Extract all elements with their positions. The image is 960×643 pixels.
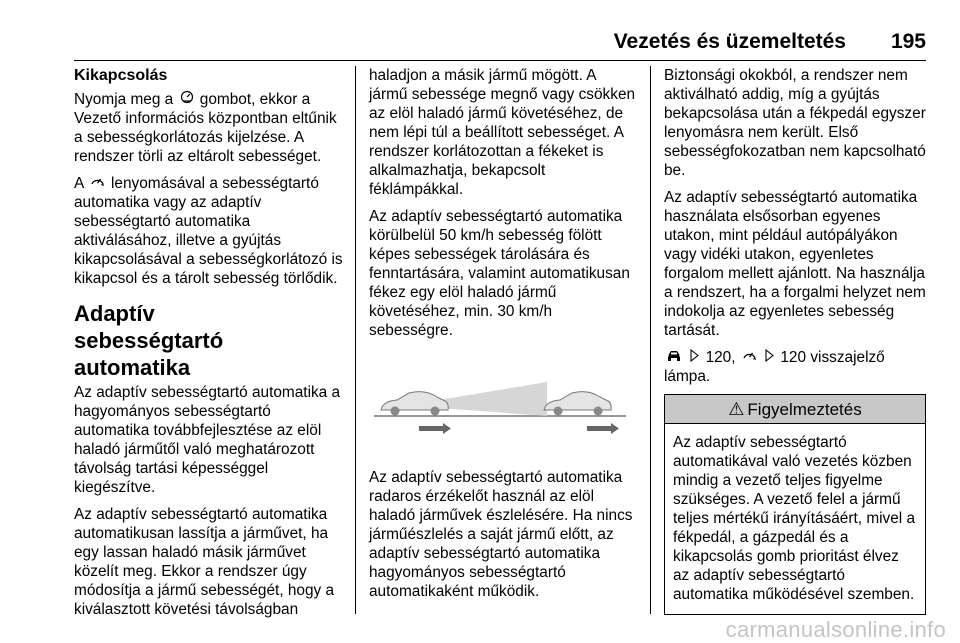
text: A [74,175,84,192]
paragraph [74,90,346,166]
text: gombot, ekkor a Vezető információs központban eltűnik a sebességkorlátozás kijelzése. A rendszer törli az eltárolt sebességet. [74,91,337,165]
section-title: Adaptív sebességtartó automatika [74,301,224,380]
page-reference-icon [690,348,699,367]
subheading-kikapcsolas: Kikapcsolás [74,67,168,84]
warning-triangle-icon: ⚠ [728,399,745,419]
adaptive-cruise-illustration [369,354,631,454]
text: Nyomja meg a [74,91,174,108]
paragraph: haladjon a másik jármű mögött. A jármű sebessége megnő vagy csökken az elöl haladó jármű követéséhez, de nem lépi túl a beállított sebességet. A rendszer korlátozottan a fékeket is alkalmazhatja, bekapcsolt féklámpákkal. [369,67,636,198]
column-3 [664,66,930,615]
paragraph: Az adaptív sebességtartó automatika a hagyományos sebességtartó automatika továbbfejlesztése az elöl haladó járműtől való meghatározott távolság tartási képességgel kiegészítve. [74,384,341,496]
warning-box [664,394,926,615]
text: 120 visszajelző lámpa. [664,349,885,385]
column-2 [369,66,637,609]
page-reference-icon [765,348,774,367]
paragraph: Az adaptív sebességtartó automatika használata elsősorban egyenes utakon, mint például autópályákon vagy vidéki utakon, egyenletes forgalom mellett ajánlott. Na használja a rendszert, ha a forgalmi helyzet nem indokolja az egyenletes sebesség tartását. [664,189,926,339]
column-1 [74,66,346,627]
warning-header [665,395,925,424]
text: lenyomásával a sebességtartó automatika vagy az adaptív sebességtartó automatika aktiválásához, illetve a gyújtás kikapcsolásával a sebességkorlátozó is kikapcsol és a tárolt sebesség törlődik. [74,175,343,287]
speed-limiter-icon [180,90,194,109]
paragraph: Az adaptív sebességtartó automatika körülbelül 50 km/h sebesség fölött képes sebességek tárolására és fenntartására, valamint automatikusan fékez egy elöl haladó jármű követéséhez, min. 30 km/h sebességre. [369,208,630,339]
paragraph [664,348,930,386]
page-number: 195 [890,30,926,53]
column-divider-2 [650,66,651,614]
paragraph: Biztonsági okokból, a rendszer nem aktiválható addig, míg a gyújtás bekapcsolása után a fékpedál egyszer lenyomásra nem került. Első sebességfokozatban nem kapcsolható be. [664,67,926,179]
page-header [74,30,926,61]
text: 120, [705,349,736,366]
paragraph: Az adaptív sebességtartó automatika automatikusan lassítja a járművet, ha egy lassan haladó másik járművet közelít meg. Ekkor a rendszer úgy módosítja a jármű sebességét, hogy a kiválasztott követési távolságban [74,506,335,618]
cruise-control-icon [742,348,757,367]
warning-body: Az adaptív sebességtartó automatikával való vezetés közben mindig a vezető teljes figyelme szükséges. A vezető felel a jármű teljes mértékű irányításáért, mivel a fékpedál, a gázpedál és a kikapcsolás gomb prioritást élvez az adaptív sebességtartó automatika működésével szemben. [673,434,916,603]
paragraph [74,174,346,288]
header-title: Vezetés és üzemeltetés [613,30,846,53]
cruise-control-icon [90,174,105,193]
car-front-icon [666,348,682,367]
warning-title: Figyelmeztetés [747,400,862,419]
watermark: carmanualsonline.info [725,617,946,642]
paragraph: Az adaptív sebességtartó automatika radaros érzékelőt használ az elöl haladó járművek észlelésére. Ha nincs járműészlelés a saját jármű előtt, az adaptív sebességtartó automatika hagyományos sebességtartó automatikaként működik. [369,469,633,600]
column-divider-1 [355,66,356,614]
